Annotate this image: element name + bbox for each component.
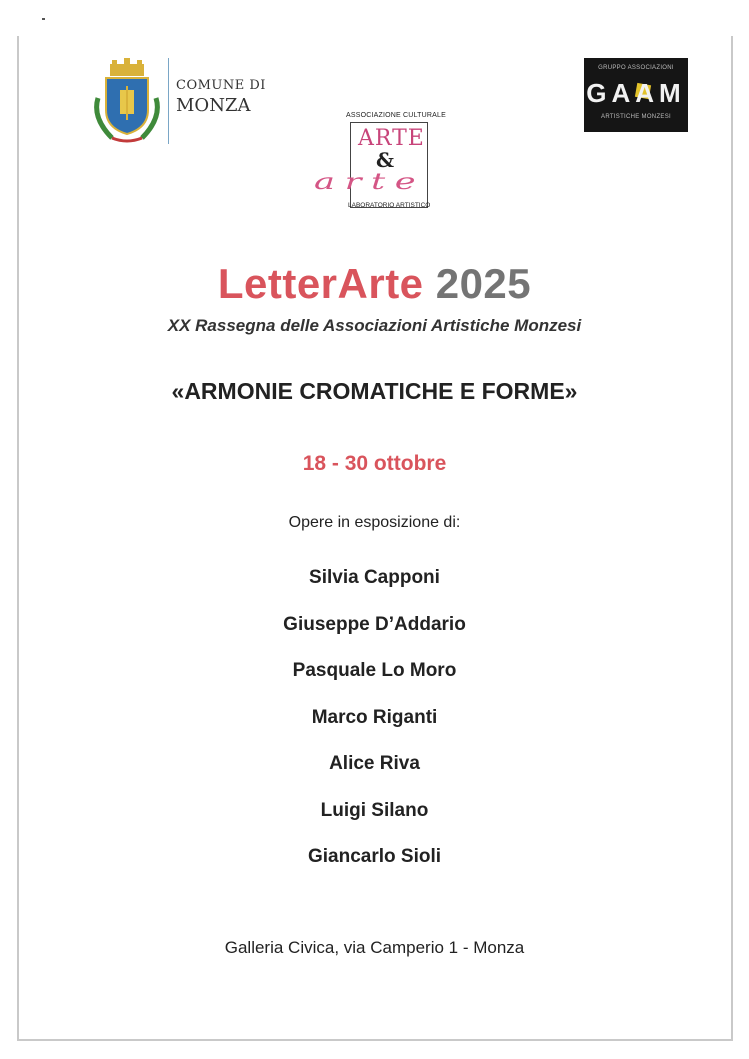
exhibition-dates: 18 - 30 ottobre [302,452,447,475]
artist-list [0,566,749,892]
event-title-name: LetterArte [217,260,424,307]
arte-logo-bottom-text: LABORATORIO ARTISTICO [348,202,431,209]
venue-address: Galleria Civica, via Camperio 1 - Monza [224,938,525,957]
comune-monza-logo [90,58,270,148]
artist-name: Silvia Capponi [309,567,440,588]
monza-coat-of-arms-icon [90,58,164,148]
arte-logo-main-text: ARTE [358,126,425,151]
artist-name: Pasquale Lo Moro [292,660,457,681]
gaam-logo-bottom-text: ARTISTICHE MONZESI [601,114,671,120]
monza-divider [168,58,169,144]
artist-name: Giuseppe D’Addario [283,613,466,635]
artists-intro: Opere in esposizione di: [288,514,461,531]
gaam-logo-top-text: GRUPPO ASSOCIAZIONI [598,65,674,71]
scan-speck [42,18,45,20]
exhibition-theme: «ARMONIE CROMATICHE E FORME» [171,378,578,404]
artist-name: Luigi Silano [320,799,429,821]
artist-name: Giancarlo Sioli [307,846,442,867]
arte-logo-ampersand: & [376,148,395,172]
monza-label: MONZA [176,95,251,116]
artist-name: Alice Riva [329,753,420,774]
event-title-year: 2025 [435,260,532,307]
comune-label: COMUNE DI [176,78,266,93]
artist-name: Marco Riganti [311,706,438,728]
gaam-logo-main-text: GAAM [586,78,686,108]
event-subtitle: XX Rassegna delle Associazioni Artistiche Monzesi [167,316,582,335]
gaam-logo [584,58,688,132]
event-title [0,260,749,308]
arte-logo-script-text: arte [314,170,426,195]
arte-e-arte-logo [300,108,475,218]
arte-logo-top-text: ASSOCIAZIONE CULTURALE [346,112,446,119]
